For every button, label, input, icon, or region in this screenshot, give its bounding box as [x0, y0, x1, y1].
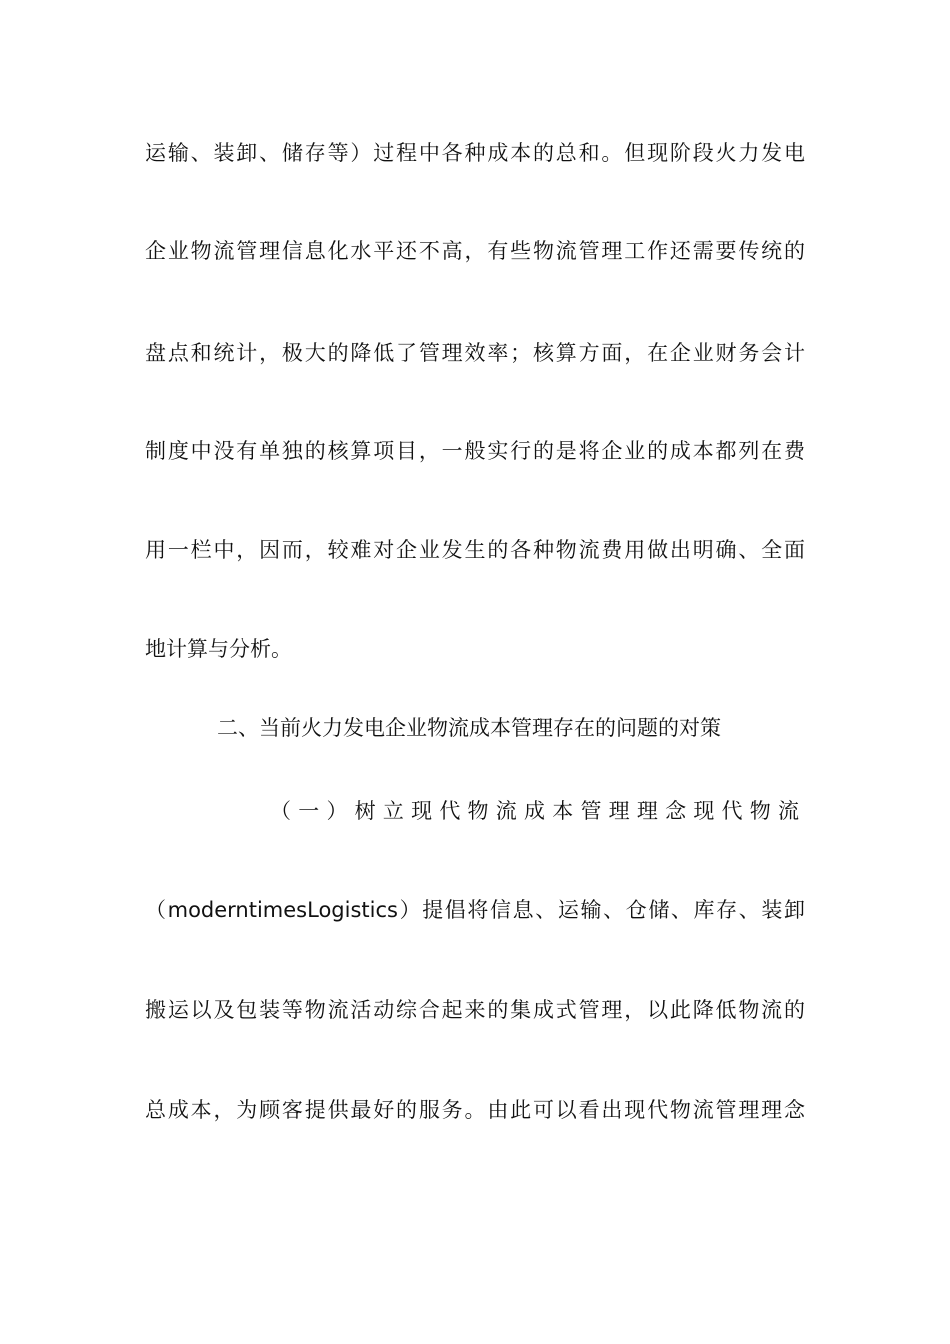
- body-text-line: 搬运以及包装等物流活动综合起来的集成式管理，以此降低物流的: [145, 998, 805, 1022]
- body-text-line: 盘点和统计，极大的降低了管理效率；核算方面，在企业财务会计: [145, 341, 805, 365]
- body-text-line: 运输、装卸、储存等）过程中各种成本的总和。但现阶段火力发电: [145, 141, 805, 165]
- section-heading: 二、当前火力发电企业物流成本管理存在的问题的对策: [217, 716, 721, 740]
- body-text-line: 用一栏中，因而，较难对企业发生的各种物流费用做出明确、全面: [145, 538, 805, 562]
- body-text-line: （moderntimesLogistics）提倡将信息、运输、仓储、库存、装卸: [145, 898, 805, 922]
- body-text-line: 总成本，为顾客提供最好的服务。由此可以看出现代物流管理理念: [145, 1098, 805, 1122]
- body-text-line: 企业物流管理信息化水平还不高，有些物流管理工作还需要传统的: [145, 239, 805, 263]
- body-text-line: 地计算与分析。: [145, 637, 292, 661]
- subsection-heading: （一）树立现代物流成本管理理念现代物流: [270, 799, 805, 823]
- body-text-line: 制度中没有单独的核算项目，一般实行的是将企业的成本都列在费: [145, 439, 805, 463]
